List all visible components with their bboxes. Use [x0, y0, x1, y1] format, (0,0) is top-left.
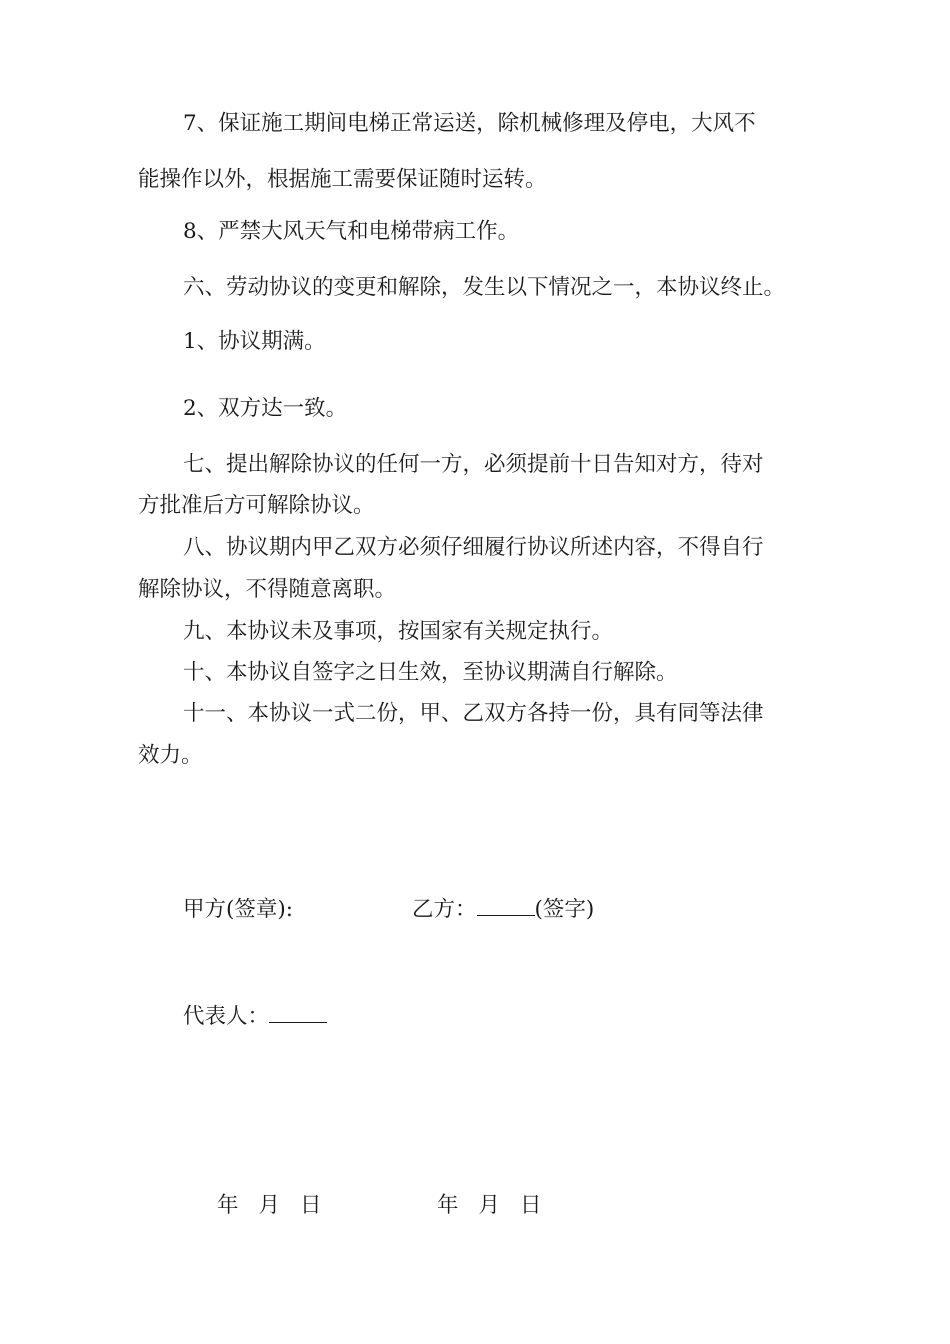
party-a-signature-label: 甲方(签章):	[183, 897, 294, 922]
date-month-label: 月	[258, 1193, 281, 1218]
party-a-date	[217, 1193, 322, 1219]
section-6-item-1: 1、协议期满。	[183, 329, 326, 354]
date-year-label: 年	[217, 1193, 239, 1218]
section-7-line-1: 七、提出解除协议的任何一方，必须提前十日告知对方，待对	[183, 452, 764, 477]
representative-signature-blank[interactable]	[269, 1004, 327, 1023]
date-month-label: 月	[478, 1193, 501, 1218]
date-year-label: 年	[437, 1193, 459, 1218]
party-b-suffix: (签字)	[534, 897, 595, 922]
section-9: 九、本协议未及事项，按国家有关规定执行。	[183, 619, 614, 644]
representative-label: 代表人：	[183, 1004, 270, 1029]
section-6-heading: 六、劳动协议的变更和解除，发生以下情况之一，本协议终止。	[183, 275, 786, 300]
party-b-date	[437, 1193, 542, 1219]
representative-signature	[183, 1004, 327, 1030]
party-b-label: 乙方：	[412, 897, 477, 922]
party-b-signature-blank[interactable]	[477, 897, 535, 916]
date-day-label: 日	[520, 1193, 542, 1218]
section-10: 十、本协议自签字之日生效，至协议期满自行解除。	[183, 660, 678, 685]
clause-7-line-1: 7、保证施工期间电梯正常运送，除机械修理及停电，大风不	[183, 111, 756, 136]
section-8-line-2: 解除协议，不得随意离职。	[138, 577, 397, 602]
clause-8: 8、严禁大风天气和电梯带病工作。	[183, 219, 520, 244]
section-11-line-1: 十一、本协议一式二份，甲、乙双方各持一份，具有同等法律	[183, 701, 764, 726]
clause-7-line-2: 能操作以外，根据施工需要保证随时运转。	[138, 167, 547, 192]
section-6-item-2: 2、双方达一致。	[183, 396, 348, 421]
date-day-label: 日	[300, 1193, 322, 1218]
section-11-line-2: 效力。	[138, 743, 203, 768]
section-7-line-2: 方批准后方可解除协议。	[138, 493, 375, 518]
section-8-line-1: 八、协议期内甲乙双方必须仔细履行协议所述内容，不得自行	[183, 535, 764, 560]
party-b-signature	[412, 897, 594, 923]
